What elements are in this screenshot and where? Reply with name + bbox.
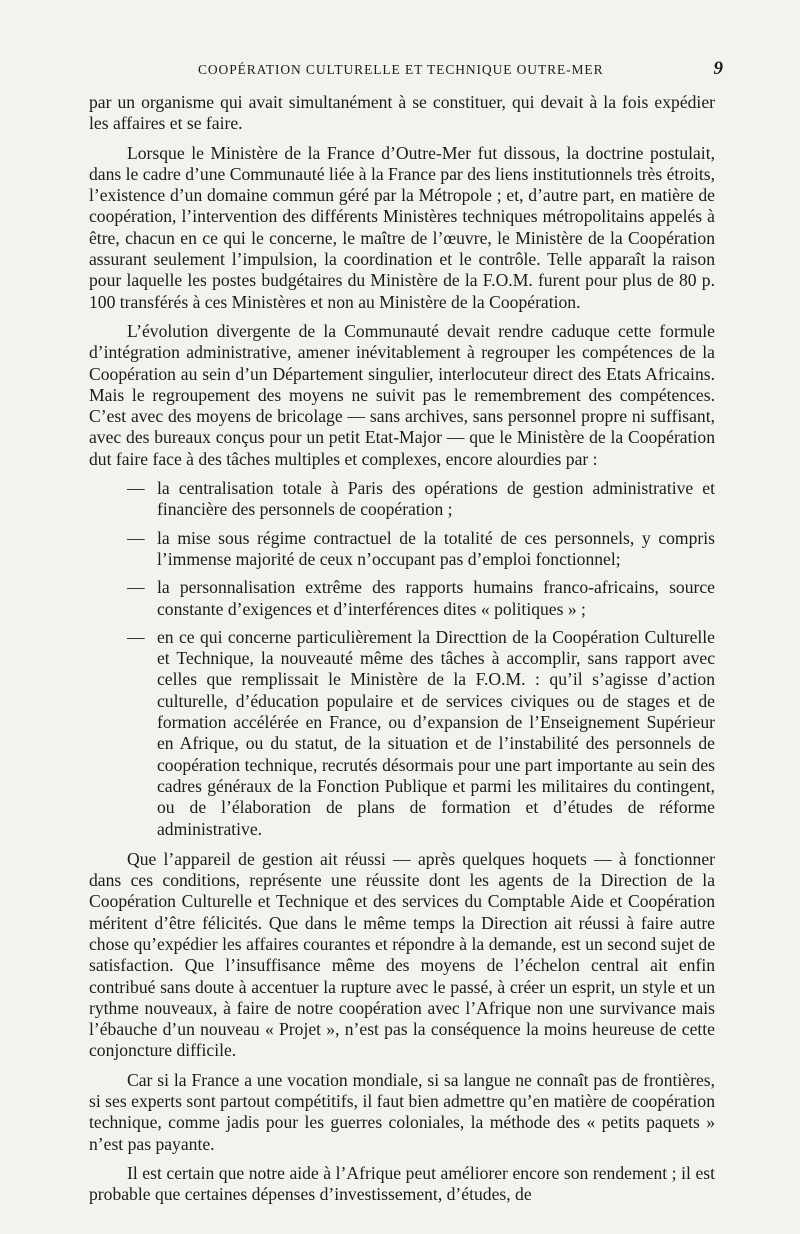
paragraph-1: par un organisme qui avait simultanément à se constituer, qui devait à la fois expédier les affaires et se faire. <box>89 92 715 134</box>
dash-list <box>89 478 715 840</box>
list-item <box>89 478 715 521</box>
list-item-text: la personnalisation extrême des rapports humains franco-africains, source constante d’exigences et d’interférences dites « politiques » ; <box>157 577 715 619</box>
list-item <box>89 627 715 840</box>
list-item-text: la centralisation totale à Paris des opérations de gestion administrative et financière des personnels de coopération ; <box>157 478 715 520</box>
paragraph-2: Lorsque le Ministère de la France d’Outre-Mer fut dissous, la doctrine postulait, dans le cadre d’une Communauté liée à la France par des liens institutionnels très étroits, l’existence d’un domaine commun géré par la Métropole ; et, d’autre part, en matière de coopération, l’intervention des différents Ministères techniques métropolitains appelés à être, chacun en ce qui le concerne, le maître de l’œuvre, le Ministère de la Coopération assurant seulement l’impulsion, la coordination et le contrôle. Telle apparaît la raison pour laquelle les postes budgétaires du Ministère de la F.O.M. furent pour plus de 80 p. 100 transférés à ces Ministères et non au Ministère de la Coopération. <box>89 142 715 312</box>
paragraph-3: L’évolution divergente de la Communauté devait rendre caduque cette formule d’intégration administrative, amener inévitablement à regrouper les compétences de la Coopération au sein d’un Département singulier, interlocuteur direct des Etats Africains. Mais le regroupement des moyens ne suivit pas le remembrement des compétences. C’est avec des moyens de bricolage — sans archives, sans personnel propre ni suffisant, avec des bureaux conçus pour un petit Etat-Major — que le Ministère de la Coopération dut faire face à des tâches multiples et complexes, encore alourdies par : <box>89 320 715 469</box>
list-item <box>89 528 715 571</box>
running-header <box>90 59 725 81</box>
dash-marker: — <box>127 478 145 499</box>
list-item <box>89 577 715 620</box>
paragraph-4: Que l’appareil de gestion ait réussi — après quelques hoquets — à fonctionner dans ces conditions, représente une réussite dont les agents de la Direction de la Coopération Culturelle et Technique et des services du Comptable Aide et Coopération méritent d’être félicités. Que dans le même temps la Direction ait réussi à faire autre chose qu’expédier les affaires courantes et répondre à la demande, est un second sujet de satisfaction. Que l’insuffisance même des moyens de l’échelon central ait enfin contribué sans doute à accentuer la rupture avec le passé, à créer un esprit, un style et un rythme nouveaux, à faire de notre coopération avec l’Afrique non une survivance mais l’ébauche d’un nouveau « Projet », n’est pas la conséquence la moins heureuse de cette conjoncture difficile. <box>89 848 715 1061</box>
paragraph-5: Car si la France a une vocation mondiale, si sa langue ne connaît pas de frontières, si ses experts sont partout compétitifs, il faut bien admettre qu’en matière de coopération technique, comme jadis pour les guerres coloniales, la méthode des « petits paquets » n’est pas payante. <box>89 1069 715 1154</box>
dash-marker: — <box>127 527 145 548</box>
body-text <box>89 92 715 1209</box>
dash-marker: — <box>127 577 145 598</box>
paragraph-6: Il est certain que notre aide à l’Afrique peut améliorer encore son rendement ; il est probable que certaines dépenses d’investissement, d’études, de <box>89 1162 715 1205</box>
dash-marker: — <box>127 626 145 647</box>
page-number: 9 <box>713 58 723 79</box>
running-title: COOPÉRATION CULTURELLE ET TECHNIQUE OUTRE-MER <box>198 62 604 77</box>
list-item-text: la mise sous régime contractuel de la totalité de ces personnels, y compris l’immense majorité de ceux n’occupant pas d’emploi fonctionnel; <box>157 527 715 569</box>
list-item-text: en ce qui concerne particulièrement la Directtion de la Coopération Culturelle et Technique, la nouveauté même des tâches à accomplir, sans rapport avec celles que remplissait le Ministère de la F.O.M. : qu’il s’agisse d’action culturelle, d’éducation populaire et de services civiques ou de stages et de formation accélérée en France, ou d’expansion de l’Enseignement Supérieur en Afrique, ou du statut, de la situation et de l’instabilité des personnels de coopération technique, recrutés désormais pour une part importante au sein des cadres généraux de la Fonction Publique et parmi les militaires du contingent, ou de l’élaboration de plans de formation et d’études de réforme administrative. <box>157 626 715 839</box>
